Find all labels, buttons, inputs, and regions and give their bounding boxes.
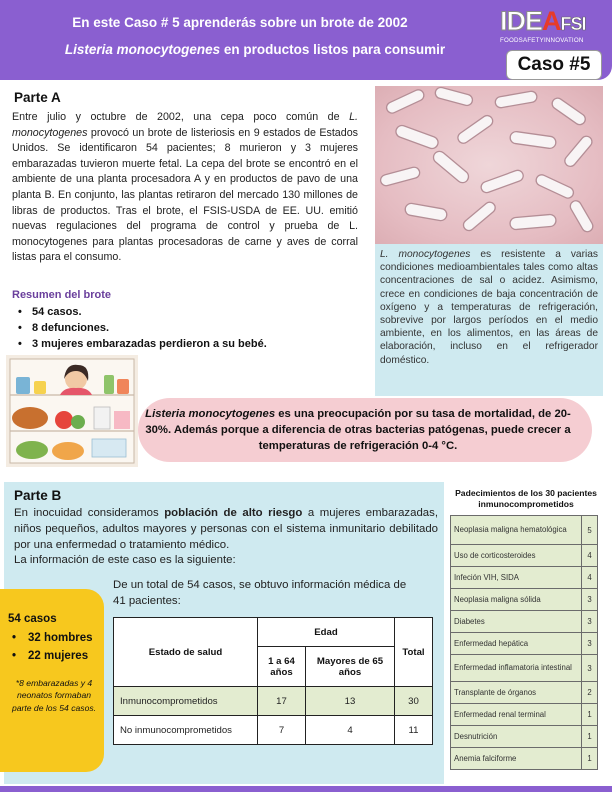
- conditions-row: [451, 567, 598, 589]
- conditions-table: [450, 515, 598, 770]
- conditions-row: [451, 633, 598, 655]
- parte-b-text-2: a mujeres embarazadas, niños pequeños, adultos mayores y personas con el sistema inmunitario debilitado por una enfermedad o tratamiento médico.: [14, 507, 438, 551]
- cases-note: *8 embarazadas y 4 neonatos formaban parte de los 54 casos.: [11, 678, 97, 713]
- banner-text: es una preocupación por su tasa de mortalidad, de 20-30%. Además porque a diferencia de otras bacterias patógenas, puede crecer a temperaturas de refrigeración 0-4 °C.: [145, 408, 571, 452]
- header-mayores: Mayores de 65 años: [306, 647, 395, 687]
- conditions-row: [451, 655, 598, 682]
- parte-b-paragraph: [14, 506, 438, 569]
- parte-a-text-1: Entre julio y octubre de 2002, una cepa poco común de: [12, 111, 350, 123]
- parte-a-text-2: provocó un brote de listeriosis en 9 estados de Estados Unidos. Se identificaron 54 pacientes; 8 murieron y 3 mujeres embarazadas tuvieron muerte fetal. La cepa del brote se encontró en el ambiente de una planta procesadora A y en productos de pavo de una planta B. En conjunto, las plantas retiraron del mercado 130 millones de libras de productos. Tras el brote, el FSIS-USDA de EE. UU. emitió nuevas regulaciones del programa de control y prueba de L. monocytogenes para plantas procesadoras de carne y aves de corral listas para el consumo.: [12, 126, 358, 264]
- parte-a-italic: L. monocytogenes: [12, 111, 358, 139]
- row-value: 13: [306, 687, 395, 716]
- bottom-bar: [0, 786, 612, 792]
- row-value: 4: [306, 716, 395, 745]
- condition-count: 2: [582, 682, 598, 704]
- parte-a-paragraph: [12, 110, 358, 266]
- bacteria-micrograph: [375, 86, 603, 244]
- conditions-row: [451, 611, 598, 633]
- parte-a-title: Parte A: [14, 90, 61, 105]
- condition-count: 3: [582, 655, 598, 682]
- header-banner: [0, 0, 612, 80]
- condition-count: 1: [582, 704, 598, 726]
- logo-subtitle: FOODSAFETYINNOVATION: [500, 37, 584, 44]
- condition-name: Enfermedad hepática: [451, 633, 582, 655]
- header-total: Total: [395, 618, 433, 687]
- table-row: [114, 687, 433, 716]
- header-estado: Estado de salud: [114, 618, 258, 687]
- mortality-banner-text: [138, 406, 578, 454]
- mortality-banner: [138, 398, 592, 462]
- header-title: En este Caso # 5 aprenderás sobre un brote de 2002: [72, 15, 408, 30]
- header-subtitle-italic: Listeria monocytogenes: [64, 42, 221, 57]
- info-box-text: es resistente a varias condiciones medioambientales tales como altas concentraciones de sal o acidez. Asimismo, crece en condiciones de baja concentración de oxígeno y a temperaturas de refrigeración, sobrevive por largos períodos en el medio ambiente, en los alimentos, en las áreas de elaboración, incluso en el refrigerador doméstico.: [380, 249, 598, 366]
- condition-count: 3: [582, 611, 598, 633]
- row-value: 17: [258, 687, 306, 716]
- condition-name: Diabetes: [451, 611, 582, 633]
- parte-b-text-3: La información de este caso es la siguiente:: [14, 554, 236, 567]
- logo-fsi: FSI: [560, 14, 586, 34]
- cases-item: • 22 mujeres: [12, 647, 93, 665]
- header-edad: Edad: [258, 618, 395, 647]
- bacteria-illustration: [375, 86, 603, 244]
- condition-count: 1: [582, 726, 598, 748]
- condition-name: Neoplasia maligna sólida: [451, 589, 582, 611]
- condition-name: Enfermedad renal terminal: [451, 704, 582, 726]
- condition-name: Anemia falciforme: [451, 748, 582, 770]
- condition-count: 5: [582, 516, 598, 545]
- cases-list: [12, 629, 93, 665]
- header-subtitle-rest: en productos listos para consumir: [220, 42, 446, 57]
- listeria-info-box: [375, 244, 603, 396]
- parte-b-title: Parte B: [14, 488, 62, 503]
- conditions-row: [451, 748, 598, 770]
- conditions-row: [451, 704, 598, 726]
- cases-item: • 32 hombres: [12, 629, 93, 647]
- conditions-title: Padecimientos de los 30 pacientes inmunocomprometidos: [455, 488, 597, 509]
- resumen-item: • 54 casos.: [18, 304, 267, 320]
- resumen-item: • 8 defunciones.: [18, 320, 267, 336]
- table-row: [114, 716, 433, 745]
- conditions-row: [451, 682, 598, 704]
- parte-b-text-1: En inocuidad consideramos: [14, 507, 165, 519]
- row-label: Inmunocomprometidos: [114, 687, 258, 716]
- health-status-table: [113, 617, 433, 745]
- row-total: 11: [395, 716, 433, 745]
- condition-name: Enfermedad inflamatoria intestinal: [451, 655, 582, 682]
- logo-a: A: [542, 6, 561, 36]
- row-label: No inmunocomprometidos: [114, 716, 258, 745]
- condition-count: 3: [582, 633, 598, 655]
- condition-count: 4: [582, 567, 598, 589]
- condition-name: Desnutrición: [451, 726, 582, 748]
- fridge-illustration: [6, 355, 138, 467]
- condition-name: Neoplasia maligna hematológica: [451, 516, 582, 545]
- header-1a64: 1 a 64 años: [258, 647, 306, 687]
- ideafsi-logo: [500, 6, 608, 46]
- table-intro: De un total de 54 casos, se obtuvo información médica de 41 pacientes:: [113, 579, 407, 607]
- conditions-row: [451, 589, 598, 611]
- logo-ide: IDE: [500, 6, 543, 36]
- resumen-item: • 3 mujeres embarazadas perdieron a su bebé.: [18, 336, 267, 352]
- cases-title: 54 casos: [8, 613, 57, 625]
- row-value: 7: [258, 716, 306, 745]
- condition-name: Infeción VIH, SIDA: [451, 567, 582, 589]
- conditions-row: [451, 726, 598, 748]
- condition-name: Transplante de órganos: [451, 682, 582, 704]
- conditions-row: [451, 516, 598, 545]
- banner-italic: Listeria monocytogenes: [145, 408, 276, 420]
- fridge-drawing: [6, 355, 138, 467]
- header-subtitle: [20, 42, 490, 57]
- info-box-italic: L. monocytogenes: [380, 249, 471, 260]
- resumen-title: Resumen del brote: [12, 289, 112, 301]
- logo-wordmark: [500, 6, 586, 39]
- condition-count: 4: [582, 545, 598, 567]
- condition-name: Uso de corticosteroides: [451, 545, 582, 567]
- condition-count: 1: [582, 748, 598, 770]
- parte-b-bold: población de alto riesgo: [164, 507, 303, 519]
- conditions-row: [451, 545, 598, 567]
- condition-count: 3: [582, 589, 598, 611]
- resumen-list: [18, 304, 267, 352]
- row-total: 30: [395, 687, 433, 716]
- case-label: Caso #5: [506, 50, 602, 80]
